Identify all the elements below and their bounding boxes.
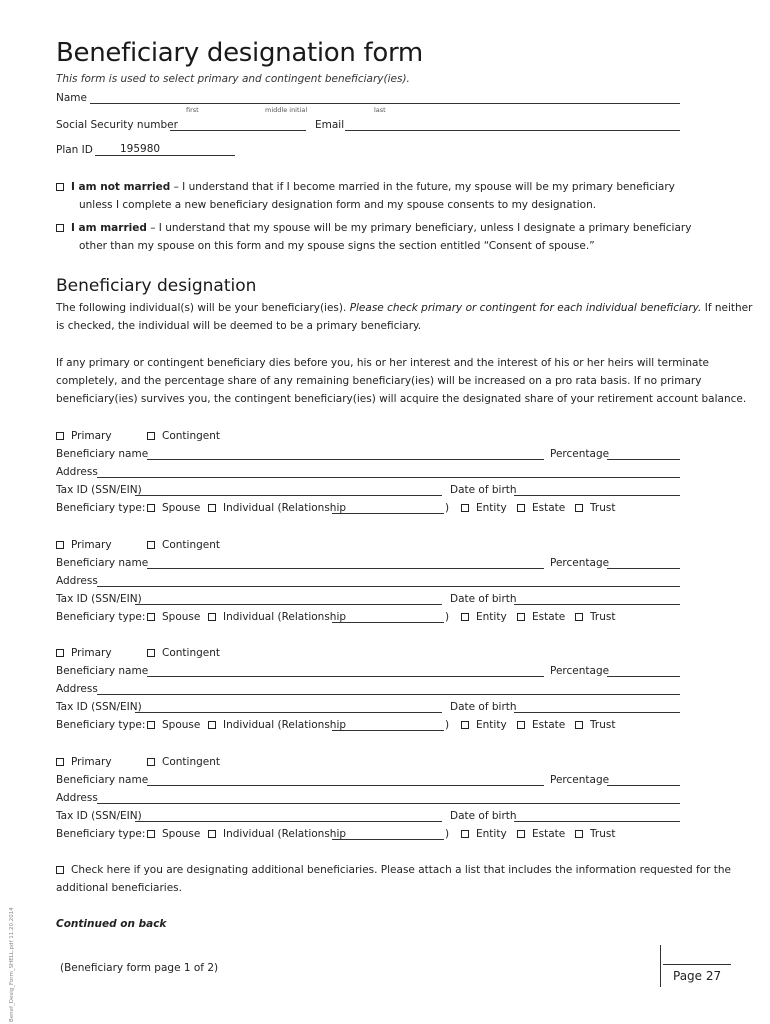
address-label: Address [56,683,98,695]
entity-label: Entity [476,828,507,840]
married-checkbox[interactable] [56,224,64,232]
trust-label: Trust [590,611,616,623]
form-subtitle: This form is used to select primary and contingent beneficiary(ies). [56,73,410,85]
not-married-text-2: unless I complete a new beneficiary designation form and my spouse consents to my designation. [79,199,597,211]
estate-option [517,828,565,840]
not-married-heading: I am not married [71,181,171,193]
address-field[interactable] [97,477,680,478]
dob-field[interactable] [514,604,680,605]
individual-checkbox[interactable] [208,504,216,512]
trust-label: Trust [590,828,616,840]
sidebar-code: Benef_Desig_Form_SHELL.pdf 11.20.2014 [9,907,15,1022]
ssn-field[interactable] [170,130,306,131]
entity-label: Entity [476,611,507,623]
trust-label: Trust [590,719,616,731]
footer-rule [663,964,731,965]
estate-option [517,611,565,623]
individual-label: Individual (Relationship [223,828,347,840]
primary-checkbox[interactable] [56,649,64,657]
entity-option [461,502,507,514]
percentage-label: Percentage [550,774,610,786]
trust-option [575,719,615,731]
spouse-label: Spouse [162,719,201,731]
primary-checkbox[interactable] [56,432,64,440]
contingent-label: Contingent [162,647,220,659]
intro-line-2: is checked, the individual will be deemed to be a primary beneficiary. [56,320,422,332]
percentage-label: Percentage [550,557,610,569]
individual-checkbox[interactable] [208,721,216,729]
dob-field[interactable] [514,495,680,496]
spouse-label: Spouse [162,611,201,623]
estate-option [517,719,565,731]
contingent-option [147,430,220,442]
spouse-label: Spouse [162,828,201,840]
relationship-close-paren: ) [445,502,450,514]
entity-label: Entity [476,502,507,514]
estate-label: Estate [532,828,566,840]
primary-checkbox[interactable] [56,758,64,766]
trust-label: Trust [590,502,616,514]
rule-line-2: completely, and the percentage share of any remaining beneficiary(ies) will be increased on a pro rata basis. If no primary [56,375,702,387]
estate-checkbox[interactable] [517,613,525,621]
estate-label: Estate [532,611,566,623]
relationship-field[interactable] [332,513,444,514]
estate-option [517,502,565,514]
contingent-label: Contingent [162,430,220,442]
entity-checkbox[interactable] [461,830,469,838]
individual-option [208,611,346,623]
percentage-label: Percentage [550,665,610,677]
married-option [56,222,691,234]
additional-text: Check here if you are designating additional beneficiaries. Please attach a list that includes the information requested for the [71,864,732,876]
trust-option [575,502,615,514]
entity-checkbox[interactable] [461,721,469,729]
entity-checkbox[interactable] [461,613,469,621]
tax-id-label: Tax ID (SSN/EIN) [56,701,142,713]
page-title: Beneficiary designation form [56,38,423,68]
married-heading: I am married [71,222,147,234]
beneficiary-name-label: Beneficiary name [56,665,149,677]
contingent-label: Contingent [162,756,220,768]
not-married-checkbox[interactable] [56,183,64,191]
contingent-option [147,539,220,551]
trust-checkbox[interactable] [575,721,583,729]
individual-option [208,502,346,514]
tax-id-field[interactable] [135,495,442,496]
individual-label: Individual (Relationship [223,611,347,623]
married-text: – I understand that my spouse will be my primary beneficiary, unless I designate a primary beneficiary [146,222,692,234]
primary-label: Primary [71,647,112,659]
primary-option [56,539,112,551]
beneficiary-name-field[interactable] [147,785,544,786]
estate-checkbox[interactable] [517,504,525,512]
relationship-field[interactable] [332,622,444,623]
percentage-field[interactable] [607,459,680,460]
beneficiary-name-field[interactable] [147,568,544,569]
beneficiary-type-label: Beneficiary type: [56,719,146,731]
spouse-option [147,502,200,514]
dob-field[interactable] [514,821,680,822]
continued-note: Continued on back [56,918,167,930]
percentage-field[interactable] [607,676,680,677]
individual-option [208,828,346,840]
primary-checkbox[interactable] [56,541,64,549]
intro-italic: Please check primary or contingent for each individual beneficiary. [349,302,702,314]
name-field[interactable] [90,103,680,104]
contingent-checkbox[interactable] [147,432,155,440]
rule-line-1: If any primary or contingent beneficiary dies before you, his or her interest and the interest of his or her heirs will terminate [56,357,710,369]
plan-id-value: 195980 [120,143,161,155]
primary-option [56,647,112,659]
relationship-close-paren: ) [445,611,450,623]
relationship-close-paren: ) [445,719,450,731]
beneficiary-name-label: Beneficiary name [56,448,149,460]
primary-option [56,756,112,768]
address-label: Address [56,466,98,478]
beneficiary-name-label: Beneficiary name [56,557,149,569]
spouse-checkbox[interactable] [147,613,155,621]
section-heading: Beneficiary designation [56,276,257,296]
spouse-option [147,719,200,731]
married-text-2: other than my spouse on this form and my spouse signs the section entitled “Consent of spouse.” [79,240,595,252]
dob-label: Date of birth [450,810,517,822]
tax-id-label: Tax ID (SSN/EIN) [56,593,142,605]
plan-id-field[interactable] [95,155,235,156]
entity-option [461,611,507,623]
not-married-text: – I understand that if I become married in the future, my spouse will be my primary beneficiary [170,181,675,193]
primary-label: Primary [71,539,112,551]
estate-label: Estate [532,502,566,514]
plan-id-label: Plan ID [56,144,93,156]
individual-label: Individual (Relationship [223,719,347,731]
name-middle-hint: middle initial [265,106,308,114]
ssn-label: Social Security number [56,119,178,131]
contingent-checkbox[interactable] [147,758,155,766]
individual-checkbox[interactable] [208,830,216,838]
page-number: Page 27 [673,969,722,983]
estate-checkbox[interactable] [517,721,525,729]
tax-id-field[interactable] [135,604,442,605]
name-label: Name [56,92,87,104]
name-first-hint: first [186,106,199,114]
spouse-checkbox[interactable] [147,721,155,729]
address-field[interactable] [97,586,680,587]
contingent-option [147,756,220,768]
dob-field[interactable] [514,712,680,713]
primary-label: Primary [71,756,112,768]
not-married-option [56,181,675,193]
address-field[interactable] [97,803,680,804]
contingent-checkbox[interactable] [147,541,155,549]
trust-option [575,611,615,623]
trust-checkbox[interactable] [575,504,583,512]
percentage-field[interactable] [607,785,680,786]
additional-option [56,864,731,876]
address-label: Address [56,575,98,587]
beneficiary-type-label: Beneficiary type: [56,611,146,623]
additional-text-2: additional beneficiaries. [56,882,182,894]
entity-option [461,828,507,840]
beneficiary-type-label: Beneficiary type: [56,828,146,840]
trust-checkbox[interactable] [575,613,583,621]
intro-normal: The following individual(s) will be your beneficiary(ies). [56,302,350,314]
tax-id-field[interactable] [135,712,442,713]
entity-option [461,719,507,731]
name-last-hint: last [374,106,386,114]
spouse-label: Spouse [162,502,201,514]
relationship-field[interactable] [332,730,444,731]
beneficiary-name-label: Beneficiary name [56,774,149,786]
email-field[interactable] [345,130,680,131]
additional-checkbox[interactable] [56,866,64,874]
estate-label: Estate [532,719,566,731]
intro-tail: If neither [701,302,753,314]
beneficiary-name-field[interactable] [147,676,544,677]
contingent-option [147,647,220,659]
trust-checkbox[interactable] [575,830,583,838]
rule-line-3: beneficiary(ies) survives you, the contingent beneficiary(ies) will acquire the designated share of your retirement account balance. [56,393,747,405]
tax-id-label: Tax ID (SSN/EIN) [56,484,142,496]
spouse-checkbox[interactable] [147,504,155,512]
trust-option [575,828,615,840]
contingent-label: Contingent [162,539,220,551]
tax-id-field[interactable] [135,821,442,822]
dob-label: Date of birth [450,701,517,713]
tax-id-label: Tax ID (SSN/EIN) [56,810,142,822]
form-page-note: (Beneficiary form page 1 of 2) [60,962,219,974]
relationship-close-paren: ) [445,828,450,840]
percentage-field[interactable] [607,568,680,569]
entity-checkbox[interactable] [461,504,469,512]
percentage-label: Percentage [550,448,610,460]
dob-label: Date of birth [450,484,517,496]
relationship-field[interactable] [332,839,444,840]
primary-label: Primary [71,430,112,442]
spouse-option [147,611,200,623]
email-label: Email [315,119,345,131]
entity-label: Entity [476,719,507,731]
spouse-checkbox[interactable] [147,830,155,838]
footer-divider [660,945,661,987]
address-label: Address [56,792,98,804]
dob-label: Date of birth [450,593,517,605]
contingent-checkbox[interactable] [147,649,155,657]
intro-line-1 [56,302,752,314]
individual-option [208,719,346,731]
address-field[interactable] [97,694,680,695]
spouse-option [147,828,200,840]
individual-label: Individual (Relationship [223,502,347,514]
beneficiary-type-label: Beneficiary type: [56,502,146,514]
individual-checkbox[interactable] [208,613,216,621]
estate-checkbox[interactable] [517,830,525,838]
beneficiary-name-field[interactable] [147,459,544,460]
primary-option [56,430,112,442]
